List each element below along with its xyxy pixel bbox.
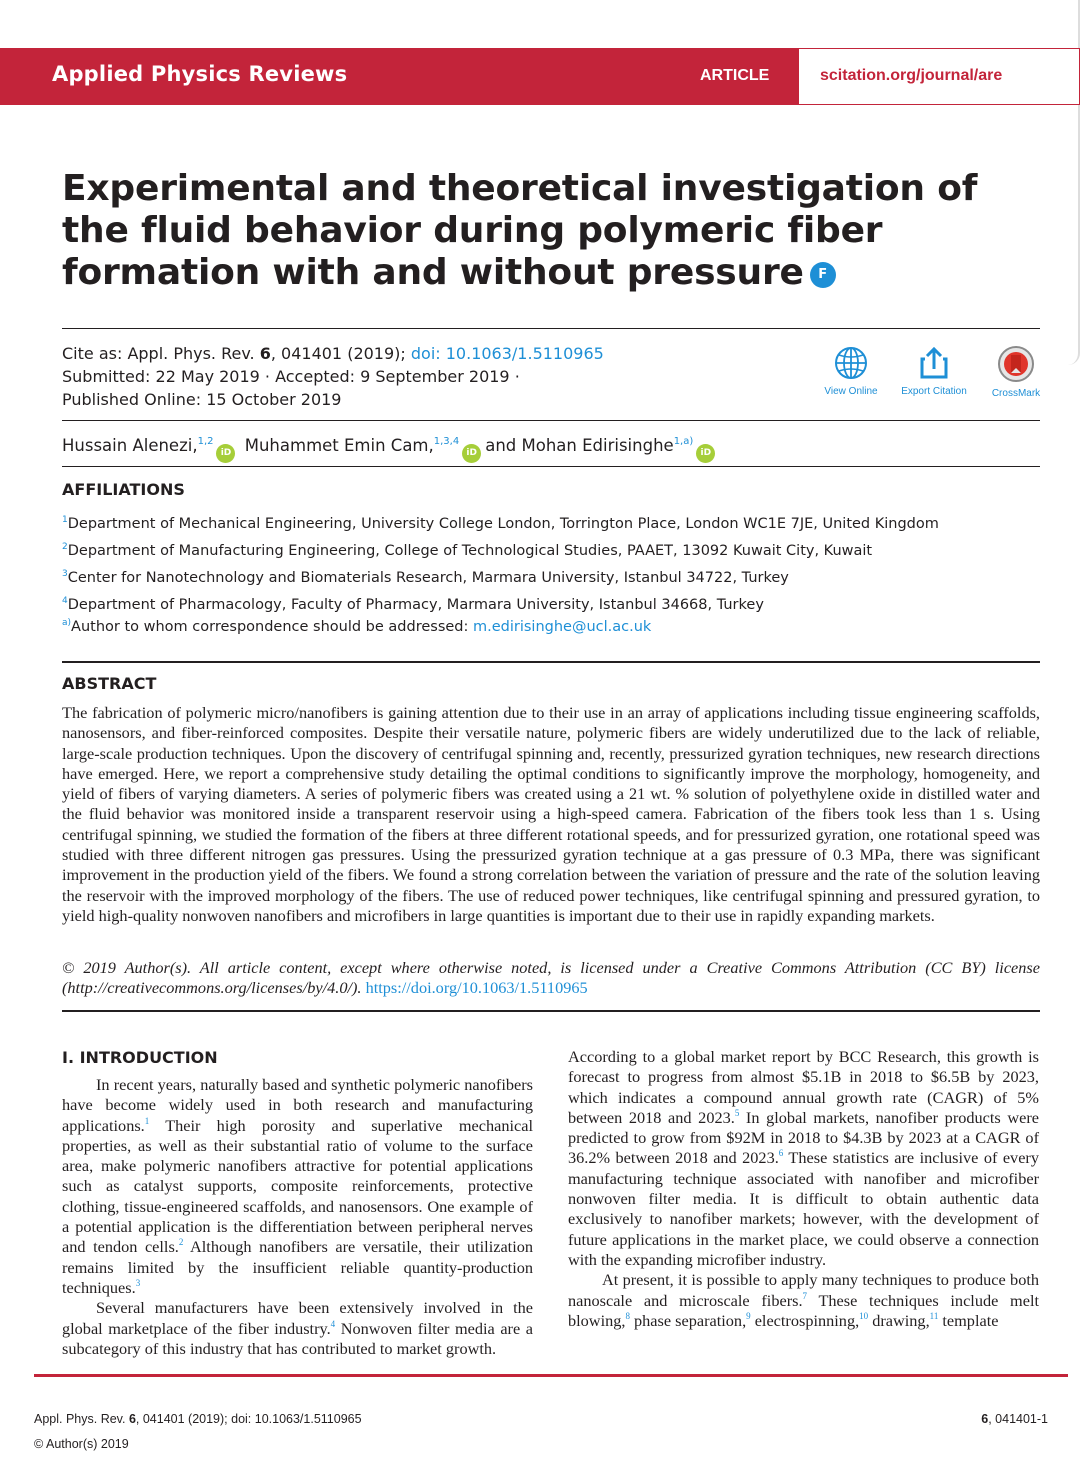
abstract-text: The fabrication of polymeric micro/nanofibers is gaining attention due to their use in an array of applications including tissue engineering scaffolds, nanosensors, and fiber-reinforced composites. Despite their versatile nature, polymeric fibers are widely underutilized due to the lack of reliable, large-scale production techniques. Upon the discovery of centrifugal spinning and, recently, pressurized gyration techniques, new research directions have emerged. Here, we report a comprehensive study detailing the optimal conditions to significantly improve the morphology, homogeneity, and yield of fibers of varying diameters. A series of polymeric fibers was created using a 21 wt. % solution of polyethylene oxide in distilled water and the fluid behavior was monitored inside a transparent reservoir using a high-speed camera. Fabrication of the fibers took less than 1 s. Using centrifugal spinning, we studied the formation of the fibers at three different rotational speeds, and for pressurized gyration, one rotational speed was studied with three different nitrogen gas pressures. Using the pressurized gyration technique at a gas pressure of 0.3 MPa, there was significant improvement in the production yield of the fibers. We found a strong correlation between the variation of pressure and the rate of the solution leaving the reservoir with the improved morphology of the fibers. The use of reduced power techniques, like centrifugal spinning and pressured gyration, to yield high-quality nonwoven nanofibers and microfibers in large quantities is important due to their use in rapidly expanding markets.: [62, 703, 1040, 925]
page-number: 6, 041401-1: [981, 1412, 1048, 1426]
abstract-top-divider: [62, 661, 1040, 663]
footer-copyright: © Author(s) 2019: [34, 1437, 129, 1451]
affiliation-item: $^4$Department of Pharmacology, Faculty of Pharmacy, Marmara University, Istanbul 34668, Turkey: [62, 596, 764, 613]
export-icon: [916, 345, 952, 381]
author-affiliation-ref[interactable]: 1,3,4: [433, 436, 460, 447]
orcid-icon[interactable]: iD: [462, 444, 481, 463]
export-citation-button[interactable]: [894, 345, 974, 397]
author-affiliation-ref[interactable]: 1,a): [673, 436, 694, 447]
correspondence-note: $^{a)}$Author to whom correspondence should be addressed: m.edirisinghe@ucl.ac.uk: [62, 618, 652, 635]
author-list: [62, 436, 719, 463]
article-type-label: ARTICLE: [700, 67, 770, 84]
footer-rule: [34, 1374, 1068, 1377]
crossmark-button[interactable]: [976, 345, 1056, 399]
dates-line: Submitted: 22 May 2019 · Accepted: 9 September 2019 ·: [62, 367, 520, 386]
doi-link[interactable]: doi: 10.1063/1.5110965: [410, 344, 604, 363]
author-affiliation-ref[interactable]: 1,2: [197, 436, 214, 447]
journal-site-link[interactable]: scitation.org/journal/are: [820, 67, 1003, 84]
view-online-label: View Online: [824, 386, 878, 397]
reference-link[interactable]: 3: [135, 1277, 141, 1288]
body-paragraph: According to a global market report by BCC Research, this growth is forecast to progress from almost $5.1B in 2018 to $6.5B by 2023, which indicates a compound annual growth rate (CAGR) of 5% between 2018 and 2023.$^5$ In global markets, nanofiber products were predicted to grow from $92M in 2018 to $4.3B by 2023 at a CAGR of 36.2% between 2018 and 2023.$^6$ These statistics are inclusive of every manufacturing technique associated with nanofiber and microfiber nonwoven filter media. It is difficult to obtain authentic data exclusively to nanofiber markets; however, with the development of future applications in the market place, we could observe a connection with the expanding microfiber industry.: [568, 1047, 1039, 1269]
author-name[interactable]: Muhammet Emin Cam,: [244, 436, 434, 455]
license-statement: © 2019 Author(s). All article content, except where otherwise noted, is licensed under a Creative Commons Attribution (CC BY) license (http://creativecommons.org/licenses/by/4.0/). https://doi.org/10.1063/1.5110965: [62, 958, 1040, 998]
title-divider: [62, 328, 1040, 329]
reference-link[interactable]: 7: [802, 1290, 808, 1301]
reference-link[interactable]: 10: [859, 1310, 869, 1321]
cite-line: Cite as: Appl. Phys. Rev. 6, 041401 (2019); doi: 10.1063/1.5110965: [62, 344, 604, 363]
affiliation-item: $^2$Department of Manufacturing Engineering, College of Technological Studies, PAAET, 13092 Kuwait City, Kuwait: [62, 542, 873, 559]
article-title: [62, 168, 1052, 294]
crossmark-label: CrossMark: [991, 388, 1041, 399]
reference-link[interactable]: 1: [144, 1115, 150, 1126]
author-conjunction: and: [485, 436, 522, 455]
body-column-left: [62, 1075, 533, 1359]
affiliation-item: $^1$Department of Mechanical Engineering, University College London, Torrington Place, London WC1E 7JE, United Kingdom: [62, 515, 939, 532]
reference-link[interactable]: 6: [778, 1148, 784, 1159]
body-column-right: [568, 1047, 1039, 1331]
cite-volume: 6: [259, 344, 271, 363]
author-name[interactable]: Hussain Alenezi,: [62, 436, 198, 455]
reference-link[interactable]: 11: [929, 1310, 939, 1321]
affiliations-heading: AFFILIATIONS: [62, 480, 185, 499]
body-paragraph: In recent years, naturally based and synthetic polymeric nanofibers have become widely used in both research and manufacturing applications.$^1$ Their high porosity and superlative mechanical properties, as well as their substantial ratio of volume to the surface area, make polymeric nanofibers attractive for potential applications such as catalyst supports, composite reinforcements, protective clothing, tissue-engineered scaffolds, and nanosensors. One example of a potential application is the differentiation between peripheral nerves and tendon cells.$^2$ Although nanofibers are versatile, their utilization remains limited by the insufficient reliable quantity-production techniques.$^3$: [62, 1075, 533, 1297]
abstract-heading: ABSTRACT: [62, 674, 157, 693]
featured-badge-icon[interactable]: F: [810, 262, 836, 288]
reference-link[interactable]: 8: [625, 1310, 630, 1321]
footer-citation: Appl. Phys. Rev. 6, 041401 (2019); doi: 10.1063/1.5110965: [34, 1412, 362, 1426]
authors-divider: [62, 466, 1040, 467]
orcid-icon[interactable]: iD: [216, 444, 235, 463]
affiliation-item: $^3$Center for Nanotechnology and Biomaterials Research, Marmara University, Istanbul 34722, Turkey: [62, 569, 789, 586]
orcid-icon[interactable]: iD: [696, 444, 715, 463]
globe-icon: [833, 345, 869, 381]
author-name[interactable]: Mohan Edirisinghe: [521, 436, 674, 455]
reference-link[interactable]: 9: [746, 1310, 751, 1321]
abstract-bottom-divider: [62, 1010, 1040, 1012]
reference-link[interactable]: 4: [330, 1318, 336, 1329]
citation-block: [62, 342, 604, 411]
cite-divider: [62, 420, 1040, 421]
correspondence-email-link[interactable]: m.edirisinghe@ucl.ac.uk: [473, 619, 652, 635]
reference-link[interactable]: 5: [734, 1107, 740, 1118]
article-title-text: Experimental and theoretical investigation of the fluid behavior during polymeric fiber formation with and without pressure: [62, 168, 978, 293]
license-doi-link[interactable]: https://doi.org/10.1063/1.5110965: [365, 978, 588, 998]
view-online-button[interactable]: [811, 345, 891, 397]
published-line: Published Online: 15 October 2019: [62, 390, 342, 409]
body-paragraph: At present, it is possible to apply many techniques to produce both nanoscale and microscale fibers.$^7$ These techniques include melt blowing,$^8$ phase separation,$^9$ electrospinning,$^{10}$ drawing,$^{11}$ template: [568, 1270, 1039, 1330]
export-citation-label: Export Citation: [901, 386, 967, 397]
journal-name[interactable]: Applied Physics Reviews: [52, 62, 348, 86]
crossmark-icon: [997, 345, 1035, 383]
section-heading-introduction: I. INTRODUCTION: [62, 1048, 218, 1067]
body-paragraph: Several manufacturers have been extensively involved in the global marketplace of the fiber industry.$^4$ Nonwoven filter media are a subcategory of this industry that has contributed to market growth.: [62, 1298, 533, 1358]
reference-link[interactable]: 2: [178, 1237, 184, 1248]
affiliations-list: [62, 509, 939, 617]
